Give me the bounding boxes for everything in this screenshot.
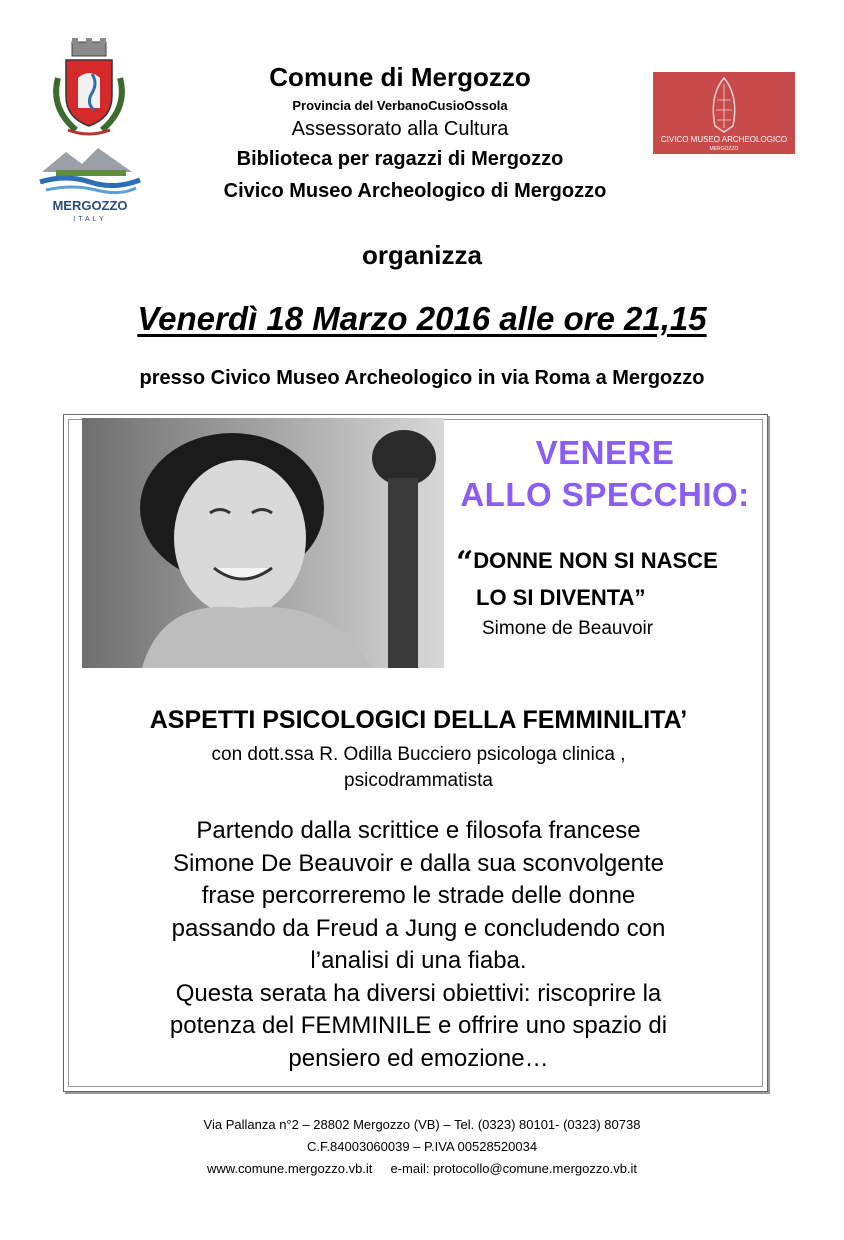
library-line: Biblioteca per ragazzi di Mergozzo — [236, 148, 564, 170]
event-date-time: Venerdì 18 Marzo 2016 alle ore 21,15 — [137, 300, 707, 337]
arrowhead-icon — [703, 76, 745, 134]
quote-author: Simone de Beauvoir — [482, 618, 654, 639]
municipal-crest-logo — [48, 38, 130, 143]
feature-title-line1: VENERE — [535, 434, 675, 471]
footer-tax-ids: C.F.84003060039 – P.IVA 00528520034 — [306, 1139, 538, 1154]
organizza-heading: organizza — [362, 240, 482, 270]
description-line: Simone De Beauvoir e dalla sua sconvolgente — [173, 849, 664, 877]
museum-logo-sub: MERGOZZO — [709, 146, 739, 152]
description-line: potenza del FEMMINILE e offrire uno spazio di — [169, 1012, 668, 1039]
mergozzo-town-logo — [36, 142, 144, 224]
quote-text-line1: DONNE NON SI NASCE — [473, 548, 718, 573]
description-line: frase percorreremo le strade delle donne — [201, 882, 636, 909]
town-logo-country: ITALY — [73, 216, 107, 223]
description-line: Partendo dalla scrittice e filosofa francese — [196, 817, 641, 844]
department-line: Assessorato alla Cultura — [291, 118, 509, 140]
museum-logo-name: CIVICO MUSEO ARCHEOLOGICO — [660, 135, 788, 144]
speaker-line1: con dott.ssa R. Odilla Bucciero psicologa clinica , — [211, 744, 626, 765]
town-logo-name: MERGOZZO — [52, 198, 128, 213]
footer-address: Via Pallanza n°2 – 28802 Mergozzo (VB) – Tel. (0323) 80101- (0323) 80738 — [203, 1117, 641, 1132]
quote-line2: LO SI DIVENTA” — [476, 585, 646, 610]
province-line: Provincia del VerbanoCusioOssola — [292, 98, 508, 113]
event-venue: presso Civico Museo Archeologico in via Roma a Mergozzo — [139, 367, 705, 389]
museum-line: Civico Museo Archeologico di Mergozzo — [223, 180, 607, 202]
feature-title — [445, 432, 765, 516]
description-line: pensiero ed emozione… — [288, 1044, 549, 1072]
description-line: l’analisi di una fiaba. — [310, 947, 527, 974]
museum-logo — [653, 72, 795, 154]
description-text — [66, 815, 771, 1075]
feature-title-line2: ALLO SPECCHIO: — [460, 476, 750, 513]
speaker-line2: psicodrammatista — [344, 770, 493, 791]
portrait-photo — [82, 418, 444, 668]
footer-web-email: www.comune.mergozzo.vb.it e-mail: protocollo@comune.mergozzo.vb.it — [206, 1161, 638, 1176]
quote-mark: “ — [456, 545, 474, 580]
talk-headline: ASPETTI PSICOLOGICI DELLA FEMMINILITA’ — [149, 706, 688, 734]
quote-line1 — [456, 545, 718, 580]
municipality-title: Comune di Mergozzo — [269, 62, 531, 92]
description-line: Questa serata ha diversi obiettivi: riscoprire la — [175, 979, 662, 1007]
description-line: passando da Freud a Jung e concludendo con — [171, 914, 666, 942]
